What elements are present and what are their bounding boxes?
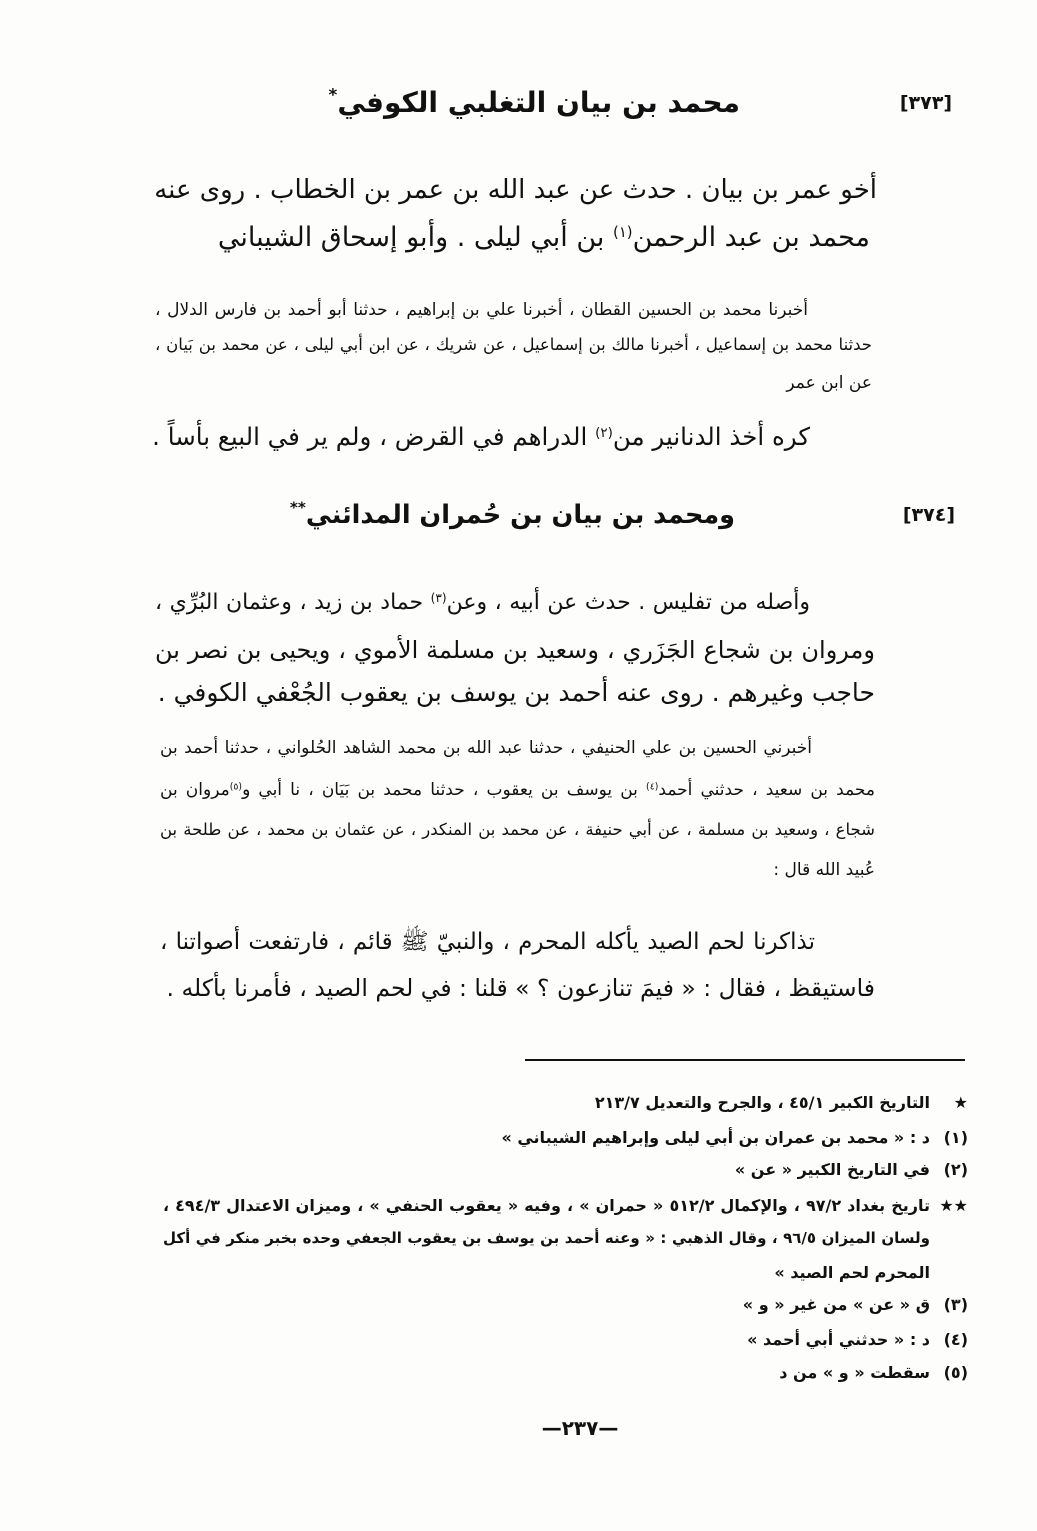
entry-title-mark: * [328,84,338,105]
matn-text: كره أخذ الدنانير من [612,422,810,451]
footnote-separator [525,1059,965,1061]
isnad-line: حدثنا محمد بن إسماعيل ، أخبرنا مالك بن إسماعيل ، عن شريك ، عن ابن أبي ليلى ، عن محمد بن بَيان ، [155,335,872,354]
entry-title-text: محمد بن بيان التغلبي الكوفي [337,86,740,119]
entry-title-mark: ** [289,498,306,517]
isnad-text: مروان بن [160,780,230,800]
page-number: —٢٣٧— [541,1416,619,1440]
bio-text: بن أبي ليلى . وأبو إسحاق الشيباني [217,222,614,253]
entry-number: [٣٧٤] [902,504,955,526]
footnote-text: د : « حدثني أبي أحمد » [747,1330,930,1349]
isnad-line [160,775,875,805]
footnote-text: في التاريخ الكبير « عن » [734,1160,930,1179]
footnote-ref: (٥) [229,781,243,793]
footnote-ref: (٤) [646,781,659,793]
footnote-mark: ★ [953,1093,968,1112]
isnad-line: أخبرنا محمد بن الحسين القطان ، أخبرنا علي بن إبراهيم ، حدثنا أبو أحمد بن فارس الدلال ، [155,300,808,320]
footnote-text: سقطت « و » من د [779,1363,930,1382]
isnad-text: محمد بن سعيد ، حدثني أحمد [658,780,875,800]
bio-line [155,581,810,625]
footnote-mark: (٢) [943,1160,968,1179]
matn-line: فاستيقظ ، فقال : « فيمَ تنازعون ؟ » قلنا : في لحم الصيد ، فأمرنا بأكله . [166,974,875,1002]
isnad-text: بن يوسف بن يعقوب ، حدثنا محمد بن بَيَان ، نا أبي و [242,780,647,800]
bio-line: حاجب وغيرهم . روى عنه أحمد بن يوسف بن يعقوب الجُعْفي الكوفي . [157,678,875,707]
footnote-mark: (٥) [943,1363,968,1382]
footnote-text: التاريخ الكبير ٤٥/١ ، والجرح والتعديل ٢١٣/٧ [594,1093,930,1112]
bio-text: محمد بن عبد الرحمن [632,222,870,253]
bio-text: حماد بن زيد ، وعثمان البُرِّي ، [155,590,431,615]
entry-number: [٣٧٣] [899,92,952,114]
isnad-line: عن ابن عمر [786,373,872,393]
isnad-line: عُبيد الله قال : [773,860,875,880]
bio-line: أخو عمر بن بيان . حدث عن عبد الله بن عمر بن الخطاب . روى عنه [154,175,877,205]
footnote-ref: (١) [613,223,633,242]
footnote-text: د : « محمد بن عمران بن أبي ليلى وإبراهيم الشيباني » [501,1128,930,1147]
footnote-mark: (٤) [943,1330,968,1349]
bio-line: ومروان بن شجاع الجَزَري ، وسعيد بن مسلمة الأموي ، ويحيى بن نصر بن [155,636,875,664]
footnote-ref: (٣) [430,590,447,605]
matn-text: الدراهم في القرض ، ولم ير في البيع بأساً . [152,422,596,451]
isnad-line: أخبرني الحسين بن علي الحنيفي ، حدثنا عبد الله بن محمد الشاهد الحُلواني ، حدثنا أحمد بن [160,738,812,758]
entry-title [290,490,735,540]
footnote-mark: (٣) [943,1295,968,1314]
bio-text: وأصله من تفليس . حدث عن أبيه ، وعن [446,590,811,615]
footnote-mark: ★★ [939,1196,968,1215]
isnad-line: شجاع ، وسعيد بن مسلمة ، عن أبي حنيفة ، عن محمد بن المنكدر ، عن عثمان بن محمد ، عن طلحة بن [160,820,875,839]
footnote-mark: (١) [943,1128,968,1147]
entry-title-text: ومحمد بن بيان بن حُمران المدائني [305,500,735,530]
entry-title [330,78,740,128]
matn-line [150,415,810,459]
footnote-text: تاريخ بغداد ٩٧/٢ ، والإكمال ٥١٢/٢ « حمران » ، وفيه « يعقوب الحنفي » ، وميزان الاعتدال ٤٩٤/٣ ، [163,1196,930,1215]
matn-line: تذاكرنا لحم الصيد يأكله المحرم ، والنبيّ ﷺ قائم ، فارتفعت أصواتنا ، [160,929,815,955]
footnote-ref: (٢) [595,424,613,441]
footnote-text: ولسان الميزان ٩٦/٥ ، وقال الذهبي : « وعنه أحمد بن يوسف بن يعقوب الجعفي وحده بخبر منكر في أكل [163,1229,930,1247]
bio-line [155,216,870,260]
footnote-text: ق « عن » من غير « و » [742,1295,930,1314]
footnote-text: المحرم لحم الصيد » [774,1263,930,1282]
